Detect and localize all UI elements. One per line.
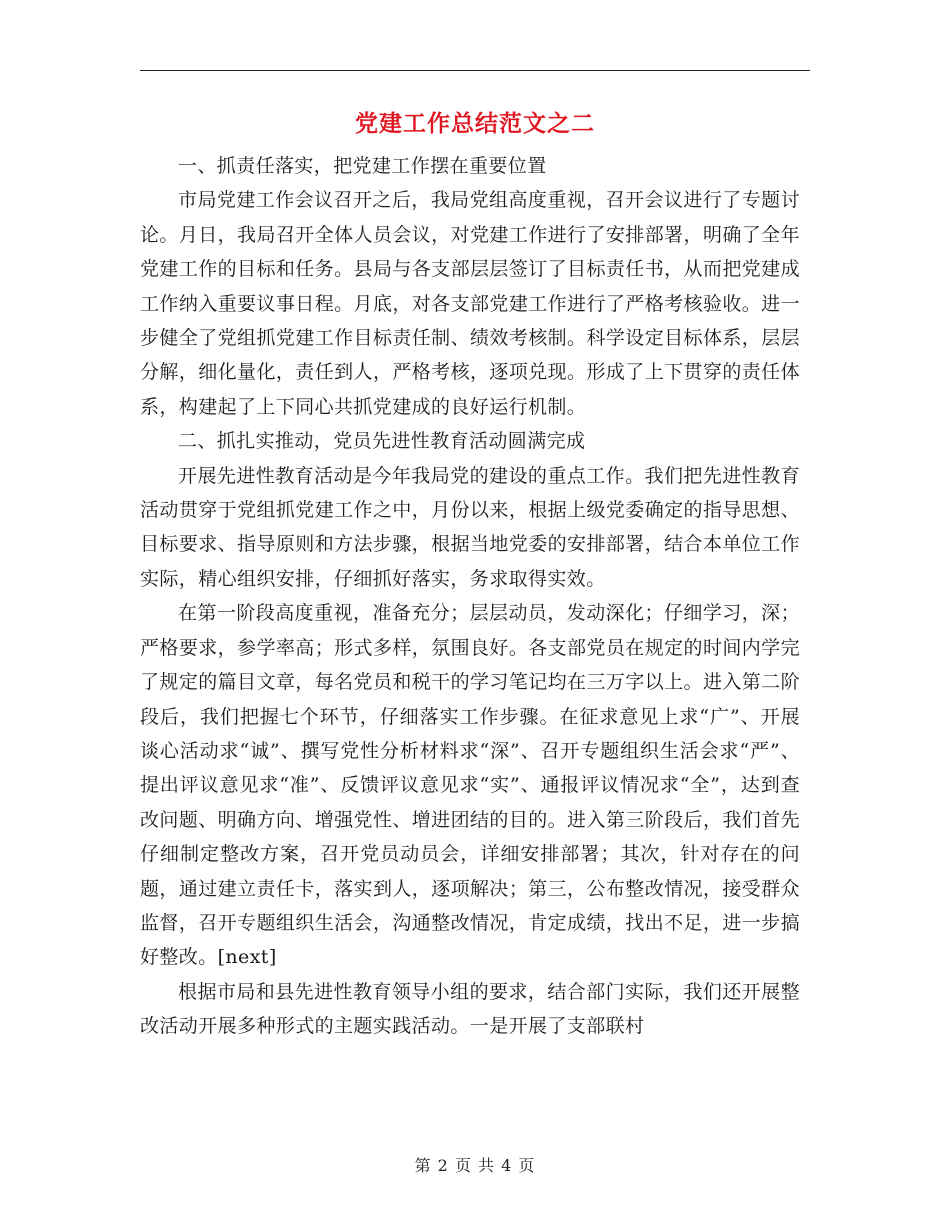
page-number: 第 2 页 共 4 页: [414, 1156, 536, 1175]
document-body: [140, 149, 800, 1044]
document-title: 党建工作总结范文之二: [355, 110, 595, 137]
section-heading-2: 二、抓扎实推动，党员先进性教育活动圆满完成: [178, 430, 586, 453]
body-paragraph-1: 市局党建工作会议召开之后，我局党组高度重视，召开会议进行了专题讨论。月日，我局召开全体人员会议，对党建工作进行了安排部署，明确了全年党建工作的目标和任务。县局与各支部层层签订了目标责任书，从而把党建成工作纳入重要议事日程。月底，对各支部党建工作进行了严格考核验收。进一步健全了党组抓党建工作目标责任制、绩效考核制。科学设定目标体系，层层分解，细化量化，责任到人，严格考核，逐项兑现。形成了上下贯穿的责任体系，构建起了上下同心共抓党建成的良好运行机制。: [140, 189, 800, 418]
header-rule: [140, 70, 810, 71]
body-paragraph-2: 开展先进性教育活动是今年我局党的建设的重点工作。我们把先进性教育活动贯穿于党组抓党建工作之中，月份以来，根据上级党委确定的指导思想、目标要求、指导原则和方法步骤，根据当地党委的安排部署，结合本单位工作实际，精心组织安排，仔细抓好落实，务求取得实效。: [140, 464, 800, 590]
section-heading-1: 一、抓责任落实，把党建工作摆在重要位置: [178, 155, 547, 177]
body-paragraph-3: 在第一阶段高度重视，准备充分；层层动员，发动深化；仔细学习，深；严格要求，参学率高；形式多样，氛围良好。各支部党员在规定的时间内学完了规定的篇目文章，每名党员和税干的学习笔记均在三万字以上。进入第二阶段后，我们把握七个环节，仔细落实工作步骤。在征求意见上求“广”、开展谈心活动求“诚”、撰写党性分析材料求“深”、召开专题组织生活会求“严”、提出评议意见求“准”、反馈评议意见求“实”、通报评议情况求“全”，达到查改问题、明确方向、增强党性、增进团结的目的。进入第三阶段后，我们首先仔细制定整改方案，召开党员动员会，详细安排部署；其次，针对存在的问题，通过建立责任卡，落实到人，逐项解决；第三，公布整改情况，接受群众监督，召开专题组织生活会，沟通整改情况，肯定成绩，找出不足，进一步搞好整改。[next]: [140, 602, 800, 969]
body-paragraph-4: 根据市局和县先进性教育领导小组的要求，结合部门实际，我们还开展整改活动开展多种形式的主题实践活动。一是开展了支部联村: [140, 980, 800, 1038]
